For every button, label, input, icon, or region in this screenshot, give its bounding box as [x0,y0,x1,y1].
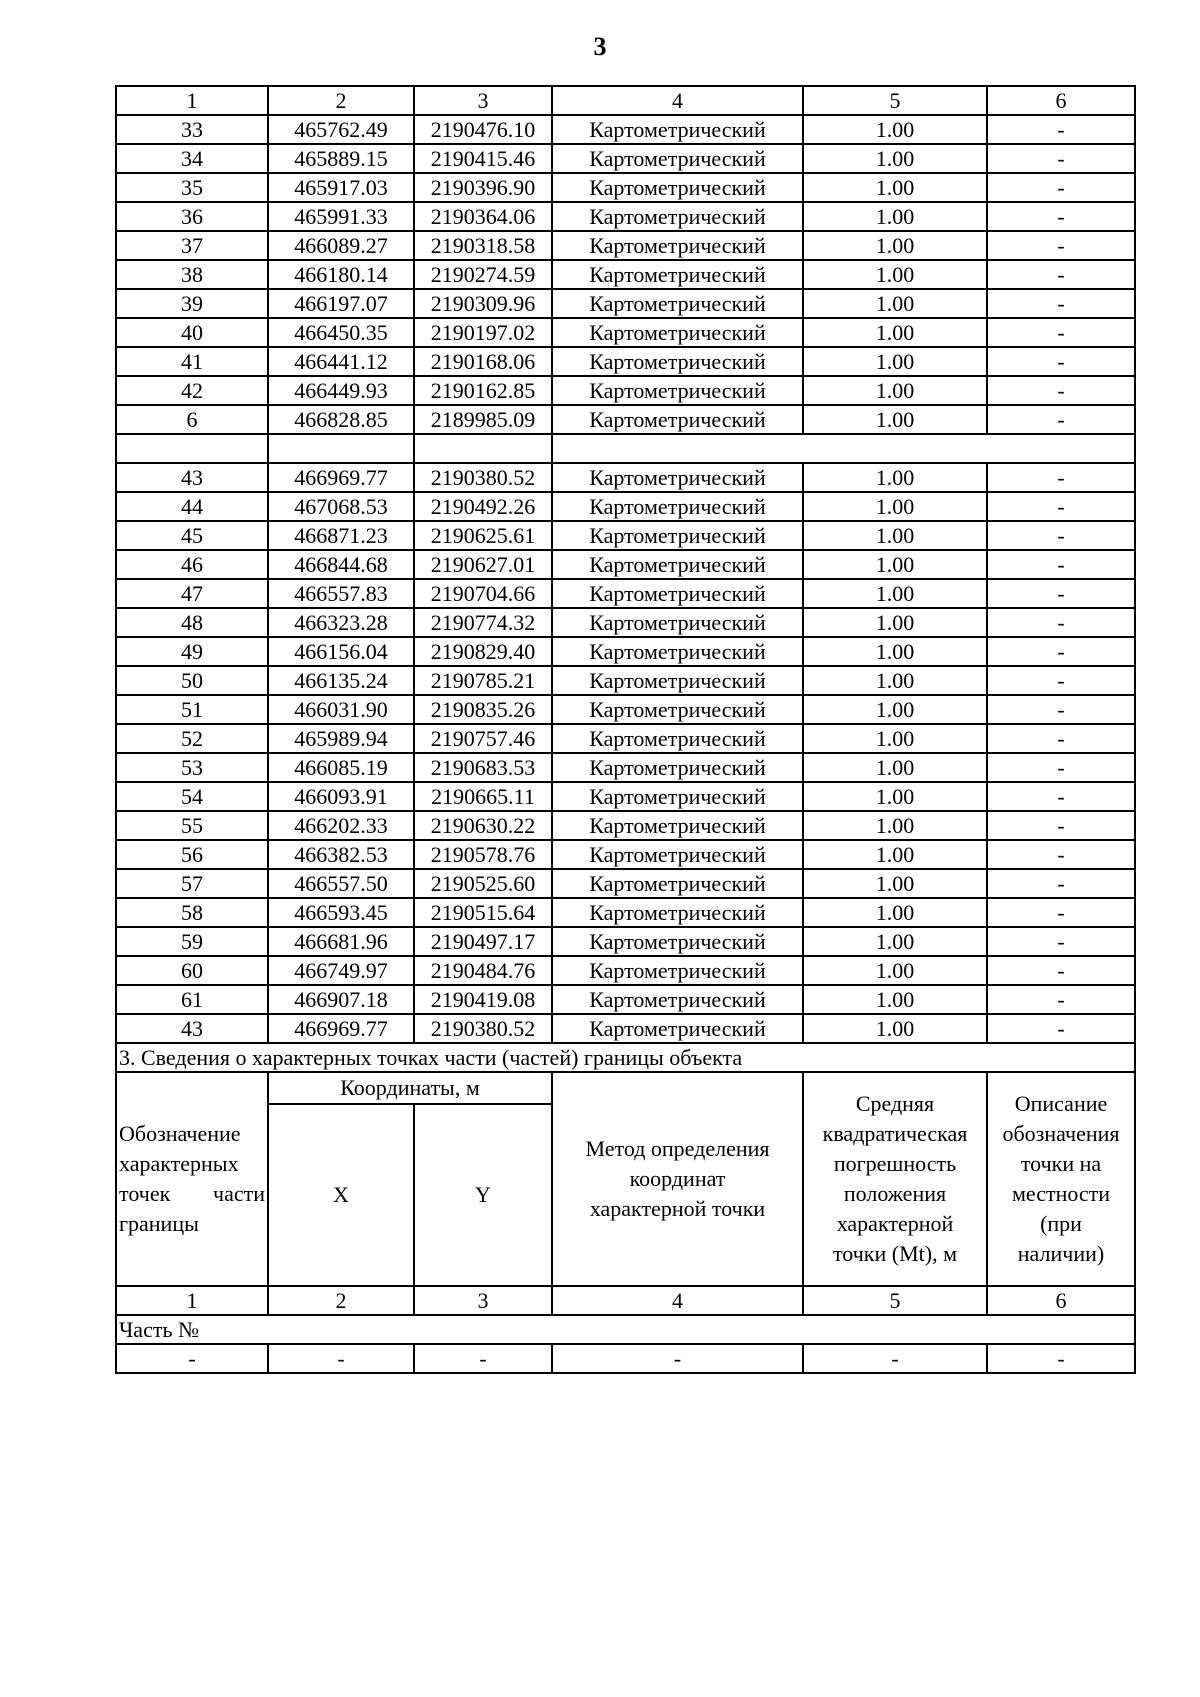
y-coordinate-cell: 2190484.76 [414,956,552,985]
header-coordinates: Координаты, м [268,1072,552,1104]
x-coordinate-cell: 466844.68 [268,550,414,579]
separator-cell [414,434,552,463]
y-coordinate-cell: 2190835.26 [414,695,552,724]
description-cell: - [987,405,1135,434]
column-number-cell: 5 [803,1286,987,1315]
table-row [116,608,1135,637]
point-number-cell: 56 [116,840,268,869]
y-coordinate-cell: 2190525.60 [414,869,552,898]
description-cell: - [987,347,1135,376]
point-number-cell: 58 [116,898,268,927]
y-coordinate-cell: 2190162.85 [414,376,552,405]
table-row [116,956,1135,985]
point-number-cell: 37 [116,231,268,260]
y-coordinate-cell: 2190274.59 [414,260,552,289]
point-number-cell: 49 [116,637,268,666]
separator-cell [116,434,268,463]
description-cell: - [987,898,1135,927]
table-row [116,492,1135,521]
point-number-cell: 54 [116,782,268,811]
x-coordinate-cell: 466969.77 [268,1014,414,1043]
x-coordinate-cell: 465989.94 [268,724,414,753]
method-cell: Картометрический [552,405,803,434]
description-cell: - [987,202,1135,231]
x-coordinate-cell: 466749.97 [268,956,414,985]
point-number-cell: 40 [116,318,268,347]
method-cell: Картометрический [552,318,803,347]
column-number-cell: 5 [803,86,987,115]
y-coordinate-cell: 2190578.76 [414,840,552,869]
point-number-cell: 53 [116,753,268,782]
x-coordinate-cell: 466089.27 [268,231,414,260]
y-coordinate-cell: 2190318.58 [414,231,552,260]
description-cell: - [987,666,1135,695]
y-coordinate-cell: 2190757.46 [414,724,552,753]
description-cell: - [987,695,1135,724]
description-cell: - [987,231,1135,260]
x-coordinate-cell: 466197.07 [268,289,414,318]
method-cell: Картометрический [552,608,803,637]
error-cell: 1.00 [803,695,987,724]
x-coordinate-cell: 467068.53 [268,492,414,521]
table-row [116,231,1135,260]
method-cell: Картометрический [552,173,803,202]
table-row [116,144,1135,173]
table-row [116,405,1135,434]
table-row [116,811,1135,840]
method-cell: Картометрический [552,144,803,173]
x-coordinate-cell: 466450.35 [268,318,414,347]
point-number-cell: 55 [116,811,268,840]
header-description: Описание обозначения точки на местности (при наличии) [987,1072,1135,1286]
error-cell: 1.00 [803,811,987,840]
part-label: Часть № [116,1315,1135,1344]
column-number-cell: 1 [116,1286,268,1315]
table-row [116,927,1135,956]
table-row [116,637,1135,666]
point-number-cell: 52 [116,724,268,753]
column-number-row [116,86,1135,115]
x-coordinate-cell: 465917.03 [268,173,414,202]
error-cell: 1.00 [803,144,987,173]
point-number-cell: 50 [116,666,268,695]
column-number-cell: 4 [552,1286,803,1315]
method-cell: Картометрический [552,579,803,608]
column-number-cell: 6 [987,1286,1135,1315]
point-number-cell: 61 [116,985,268,1014]
error-cell: 1.00 [803,260,987,289]
error-cell: 1.00 [803,956,987,985]
description-cell: - [987,579,1135,608]
method-cell: Картометрический [552,695,803,724]
x-coordinate-cell: 466135.24 [268,666,414,695]
column-number-cell: 6 [987,86,1135,115]
column-number-cell: 3 [414,1286,552,1315]
description-cell: - [987,724,1135,753]
point-number-cell: 45 [116,521,268,550]
part-label-row [116,1315,1135,1344]
x-coordinate-cell: 466871.23 [268,521,414,550]
description-cell: - [987,115,1135,144]
description-cell: - [987,1014,1135,1043]
point-number-cell: 51 [116,695,268,724]
description-cell: - [987,1344,1135,1373]
y-coordinate-cell: 2190396.90 [414,173,552,202]
error-cell: 1.00 [803,231,987,260]
table-row [116,347,1135,376]
error-cell: 1.00 [803,898,987,927]
x-coordinate-cell: 466202.33 [268,811,414,840]
error-cell: 1.00 [803,347,987,376]
method-cell: Картометрический [552,753,803,782]
description-cell: - [987,144,1135,173]
column-number-cell: 2 [268,86,414,115]
x-coordinate-cell: 465991.33 [268,202,414,231]
y-coordinate-cell: 2190168.06 [414,347,552,376]
method-cell: Картометрический [552,811,803,840]
table-row [116,840,1135,869]
x-coordinate-cell: 466681.96 [268,927,414,956]
point-number-cell: 43 [116,1014,268,1043]
header-error: Средняя квадратическая погрешность положения характерной точки (Mt), м [803,1072,987,1286]
x-coordinate-cell: 466156.04 [268,637,414,666]
method-cell: Картометрический [552,782,803,811]
y-coordinate-cell: 2190476.10 [414,115,552,144]
description-cell: - [987,869,1135,898]
y-coordinate-cell: 2190309.96 [414,289,552,318]
separator-cell [552,434,1135,463]
coordinates-table-body [116,86,1135,1373]
error-cell: 1.00 [803,869,987,898]
table-row [116,695,1135,724]
point-number-cell: 48 [116,608,268,637]
error-cell: - [803,1344,987,1373]
x-coordinate-cell: 466557.83 [268,579,414,608]
method-cell: Картометрический [552,550,803,579]
error-cell: 1.00 [803,724,987,753]
y-coordinate-cell: 2190380.52 [414,1014,552,1043]
description-cell: - [987,463,1135,492]
table-row [116,666,1135,695]
header-x: X [268,1104,414,1286]
method-cell: Картометрический [552,956,803,985]
description-cell: - [987,521,1135,550]
point-number-cell: 39 [116,289,268,318]
table-row [116,898,1135,927]
method-cell: Картометрический [552,724,803,753]
table-row [116,260,1135,289]
x-coordinate-cell: 466593.45 [268,898,414,927]
header-method: Метод определения координат характерной точки [552,1072,803,1286]
table-row [116,869,1135,898]
error-cell: 1.00 [803,666,987,695]
description-cell: - [987,260,1135,289]
y-coordinate-cell: 2190829.40 [414,637,552,666]
method-cell: Картометрический [552,260,803,289]
method-cell: Картометрический [552,927,803,956]
point-number-cell: - [116,1344,268,1373]
column-number-cell: 4 [552,86,803,115]
table-row [116,463,1135,492]
section-title-row [116,1043,1135,1072]
point-number-cell: 46 [116,550,268,579]
method-cell: Картометрический [552,289,803,318]
description-cell: - [987,811,1135,840]
description-cell: - [987,492,1135,521]
y-coordinate-cell: 2190774.32 [414,608,552,637]
x-coordinate-cell: 465762.49 [268,115,414,144]
y-coordinate-cell: 2190364.06 [414,202,552,231]
method-cell: Картометрический [552,492,803,521]
y-coordinate-cell: 2190665.11 [414,782,552,811]
error-cell: 1.00 [803,492,987,521]
method-cell: Картометрический [552,666,803,695]
y-coordinate-cell: 2190415.46 [414,144,552,173]
error-cell: 1.00 [803,579,987,608]
y-coordinate-cell: 2190683.53 [414,753,552,782]
y-coordinate-cell: 2190704.66 [414,579,552,608]
method-cell: Картометрический [552,231,803,260]
error-cell: 1.00 [803,927,987,956]
method-cell: Картометрический [552,202,803,231]
point-number-cell: 47 [116,579,268,608]
method-cell: Картометрический [552,985,803,1014]
error-cell: 1.00 [803,376,987,405]
error-cell: 1.00 [803,608,987,637]
point-number-cell: 41 [116,347,268,376]
error-cell: 1.00 [803,202,987,231]
table-row [116,521,1135,550]
x-coordinate-cell: 466382.53 [268,840,414,869]
description-cell: - [987,289,1135,318]
error-cell: 1.00 [803,753,987,782]
table-row [116,550,1135,579]
table-row [116,985,1135,1014]
section3-header-row [116,1072,1135,1104]
error-cell: 1.00 [803,521,987,550]
x-coordinate-cell: 466907.18 [268,985,414,1014]
x-coordinate-cell: 466180.14 [268,260,414,289]
x-coordinate-cell: 466031.90 [268,695,414,724]
error-cell: 1.00 [803,173,987,202]
coordinates-table [115,85,1136,1374]
column-number-cell: 1 [116,86,268,115]
error-cell: 1.00 [803,840,987,869]
table-row [116,115,1135,144]
point-number-cell: 38 [116,260,268,289]
y-coordinate-cell: 2190785.21 [414,666,552,695]
table-row [116,782,1135,811]
y-coordinate-cell: 2189985.09 [414,405,552,434]
y-coordinate-cell: 2190515.64 [414,898,552,927]
point-number-cell: 43 [116,463,268,492]
error-cell: 1.00 [803,115,987,144]
x-coordinate-cell: 466323.28 [268,608,414,637]
table-row [116,376,1135,405]
error-cell: 1.00 [803,1014,987,1043]
point-number-cell: 6 [116,405,268,434]
point-number-cell: 60 [116,956,268,985]
description-cell: - [987,637,1135,666]
description-cell: - [987,608,1135,637]
description-cell: - [987,173,1135,202]
description-cell: - [987,956,1135,985]
section-title: 3. Сведения о характерных точках части (частей) границы объекта [116,1043,1135,1072]
y-coordinate-cell: 2190627.01 [414,550,552,579]
method-cell: Картометрический [552,463,803,492]
x-coordinate-cell: 466828.85 [268,405,414,434]
point-number-cell: 44 [116,492,268,521]
y-coordinate-cell: 2190630.22 [414,811,552,840]
description-cell: - [987,318,1135,347]
method-cell: Картометрический [552,115,803,144]
column-number-row [116,1286,1135,1315]
point-number-cell: 35 [116,173,268,202]
point-number-cell: 36 [116,202,268,231]
x-coordinate-cell: 466557.50 [268,869,414,898]
method-cell: Картометрический [552,898,803,927]
x-coordinate-cell: 465889.15 [268,144,414,173]
x-coordinate-cell: 466441.12 [268,347,414,376]
method-cell: Картометрический [552,637,803,666]
table-row [116,579,1135,608]
method-cell: Картометрический [552,347,803,376]
description-cell: - [987,927,1135,956]
x-coordinate-cell: 466093.91 [268,782,414,811]
contour-separator-row [116,434,1135,463]
table-row [116,318,1135,347]
y-coordinate-cell: 2190197.02 [414,318,552,347]
y-coordinate-cell: 2190625.61 [414,521,552,550]
error-cell: 1.00 [803,289,987,318]
error-cell: 1.00 [803,985,987,1014]
method-cell: Картометрический [552,840,803,869]
header-designation: Обозначение характерных точек части границы [116,1072,268,1286]
method-cell: - [552,1344,803,1373]
point-number-cell: 57 [116,869,268,898]
point-number-cell: 42 [116,376,268,405]
x-coordinate-cell: 466969.77 [268,463,414,492]
error-cell: 1.00 [803,637,987,666]
table-row [116,753,1135,782]
table-row [116,202,1135,231]
table-row [116,1014,1135,1043]
y-coordinate-cell: - [414,1344,552,1373]
method-cell: Картометрический [552,376,803,405]
y-coordinate-cell: 2190497.17 [414,927,552,956]
y-coordinate-cell: 2190492.26 [414,492,552,521]
method-cell: Картометрический [552,869,803,898]
table-row [116,173,1135,202]
column-number-cell: 2 [268,1286,414,1315]
method-cell: Картометрический [552,1014,803,1043]
description-cell: - [987,550,1135,579]
description-cell: - [987,376,1135,405]
table-row [116,1344,1135,1373]
error-cell: 1.00 [803,405,987,434]
error-cell: 1.00 [803,463,987,492]
point-number-cell: 33 [116,115,268,144]
description-cell: - [987,985,1135,1014]
point-number-cell: 59 [116,927,268,956]
x-coordinate-cell: 466085.19 [268,753,414,782]
y-coordinate-cell: 2190380.52 [414,463,552,492]
point-number-cell: 34 [116,144,268,173]
column-number-cell: 3 [414,86,552,115]
table-row [116,724,1135,753]
page-number: 3 [593,32,607,61]
description-cell: - [987,840,1135,869]
y-coordinate-cell: 2190419.08 [414,985,552,1014]
error-cell: 1.00 [803,782,987,811]
header-y: Y [414,1104,552,1286]
separator-cell [268,434,414,463]
table-row [116,289,1135,318]
error-cell: 1.00 [803,318,987,347]
description-cell: - [987,753,1135,782]
method-cell: Картометрический [552,521,803,550]
x-coordinate-cell: - [268,1344,414,1373]
description-cell: - [987,782,1135,811]
error-cell: 1.00 [803,550,987,579]
x-coordinate-cell: 466449.93 [268,376,414,405]
